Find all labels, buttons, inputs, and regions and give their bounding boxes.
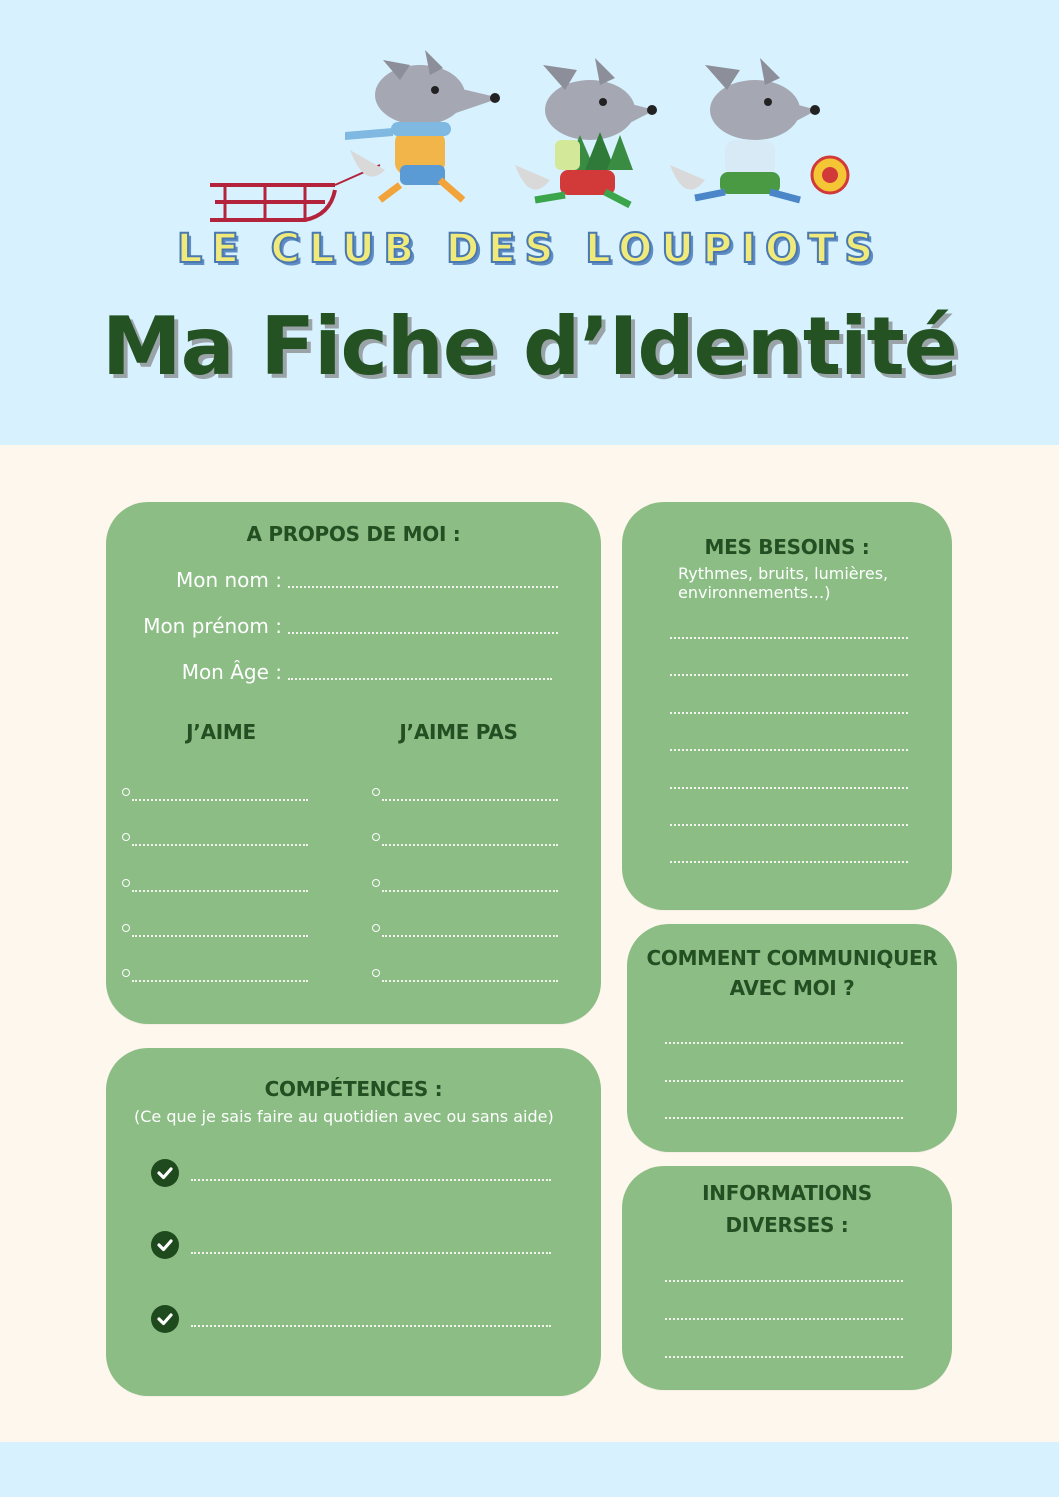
- likes-bullet: [122, 969, 130, 977]
- communicate-line-3[interactable]: [665, 1117, 903, 1119]
- name-field[interactable]: [288, 586, 558, 588]
- skills-hint: (Ce que je sais faire au quotidien avec ou sans aide): [134, 1107, 554, 1126]
- wolves-illustration: [205, 40, 865, 230]
- needs-line-3[interactable]: [670, 712, 908, 714]
- likes-line-1[interactable]: [132, 799, 308, 801]
- wolf-with-trees-icon: [515, 58, 657, 205]
- dislikes-line-2[interactable]: [382, 844, 558, 846]
- dislikes-line-4[interactable]: [382, 935, 558, 937]
- dislikes-bullet: [372, 833, 380, 841]
- skills-heading: COMPÉTENCES :: [264, 1077, 443, 1101]
- dislikes-bullet: [372, 788, 380, 796]
- age-label: Mon Âge :: [181, 660, 282, 684]
- page-title: Ma Fiche d’Identité: [101, 300, 958, 393]
- sled-icon: [210, 165, 380, 220]
- firstname-field[interactable]: [288, 632, 558, 634]
- communicate-line-2[interactable]: [665, 1080, 903, 1082]
- dislikes-bullet: [372, 969, 380, 977]
- footer-band: [0, 1442, 1059, 1497]
- needs-hint: Rythmes, bruits, lumières, environnements…): [678, 564, 889, 602]
- needs-line-5[interactable]: [670, 787, 908, 789]
- info-card: [622, 1166, 952, 1390]
- info-line-1[interactable]: [665, 1280, 903, 1282]
- likes-line-2[interactable]: [132, 844, 308, 846]
- info-heading-line2: DIVERSES :: [725, 1213, 849, 1237]
- needs-line-7[interactable]: [670, 861, 908, 863]
- communicate-heading-line1: COMMENT COMMUNIQUER: [646, 946, 938, 970]
- about-me-card: [106, 502, 601, 1024]
- likes-line-4[interactable]: [132, 935, 308, 937]
- likes-bullet: [122, 879, 130, 887]
- firstname-label: Mon prénom :: [143, 614, 282, 638]
- skills-card: [106, 1048, 601, 1396]
- likes-bullet: [122, 924, 130, 932]
- dislikes-line-1[interactable]: [382, 799, 558, 801]
- skill-line-2[interactable]: [191, 1252, 551, 1254]
- info-line-2[interactable]: [665, 1318, 903, 1320]
- needs-line-1[interactable]: [670, 637, 908, 639]
- needs-heading: MES BESOINS :: [704, 535, 870, 559]
- dislikes-line-3[interactable]: [382, 890, 558, 892]
- likes-line-5[interactable]: [132, 980, 308, 982]
- skill-line-3[interactable]: [191, 1325, 551, 1327]
- dislikes-bullet: [372, 879, 380, 887]
- club-logo-text: LE CLUB DES LOUPIOTS: [176, 226, 883, 272]
- needs-line-2[interactable]: [670, 674, 908, 676]
- likes-bullet: [122, 788, 130, 796]
- skill-line-1[interactable]: [191, 1179, 551, 1181]
- communicate-card: [627, 924, 957, 1152]
- wolf-with-scarf-icon: [345, 50, 500, 200]
- check-icon: [151, 1305, 179, 1333]
- info-line-3[interactable]: [665, 1356, 903, 1358]
- likes-heading: J’AIME: [186, 720, 256, 744]
- age-field[interactable]: [288, 678, 552, 680]
- needs-card: [622, 502, 952, 910]
- communicate-line-1[interactable]: [665, 1042, 903, 1044]
- check-icon: [151, 1159, 179, 1187]
- needs-line-4[interactable]: [670, 749, 908, 751]
- wolf-with-ball-icon: [670, 58, 848, 200]
- likes-bullet: [122, 833, 130, 841]
- needs-line-6[interactable]: [670, 824, 908, 826]
- likes-line-3[interactable]: [132, 890, 308, 892]
- about-me-heading: A PROPOS DE MOI :: [246, 522, 461, 546]
- info-heading-line1: INFORMATIONS: [702, 1181, 872, 1205]
- dislikes-heading: J’AIME PAS: [399, 720, 518, 744]
- dislikes-line-5[interactable]: [382, 980, 558, 982]
- dislikes-bullet: [372, 924, 380, 932]
- name-label: Mon nom :: [175, 568, 282, 592]
- check-icon: [151, 1231, 179, 1259]
- communicate-heading-line2: AVEC MOI ?: [729, 976, 855, 1000]
